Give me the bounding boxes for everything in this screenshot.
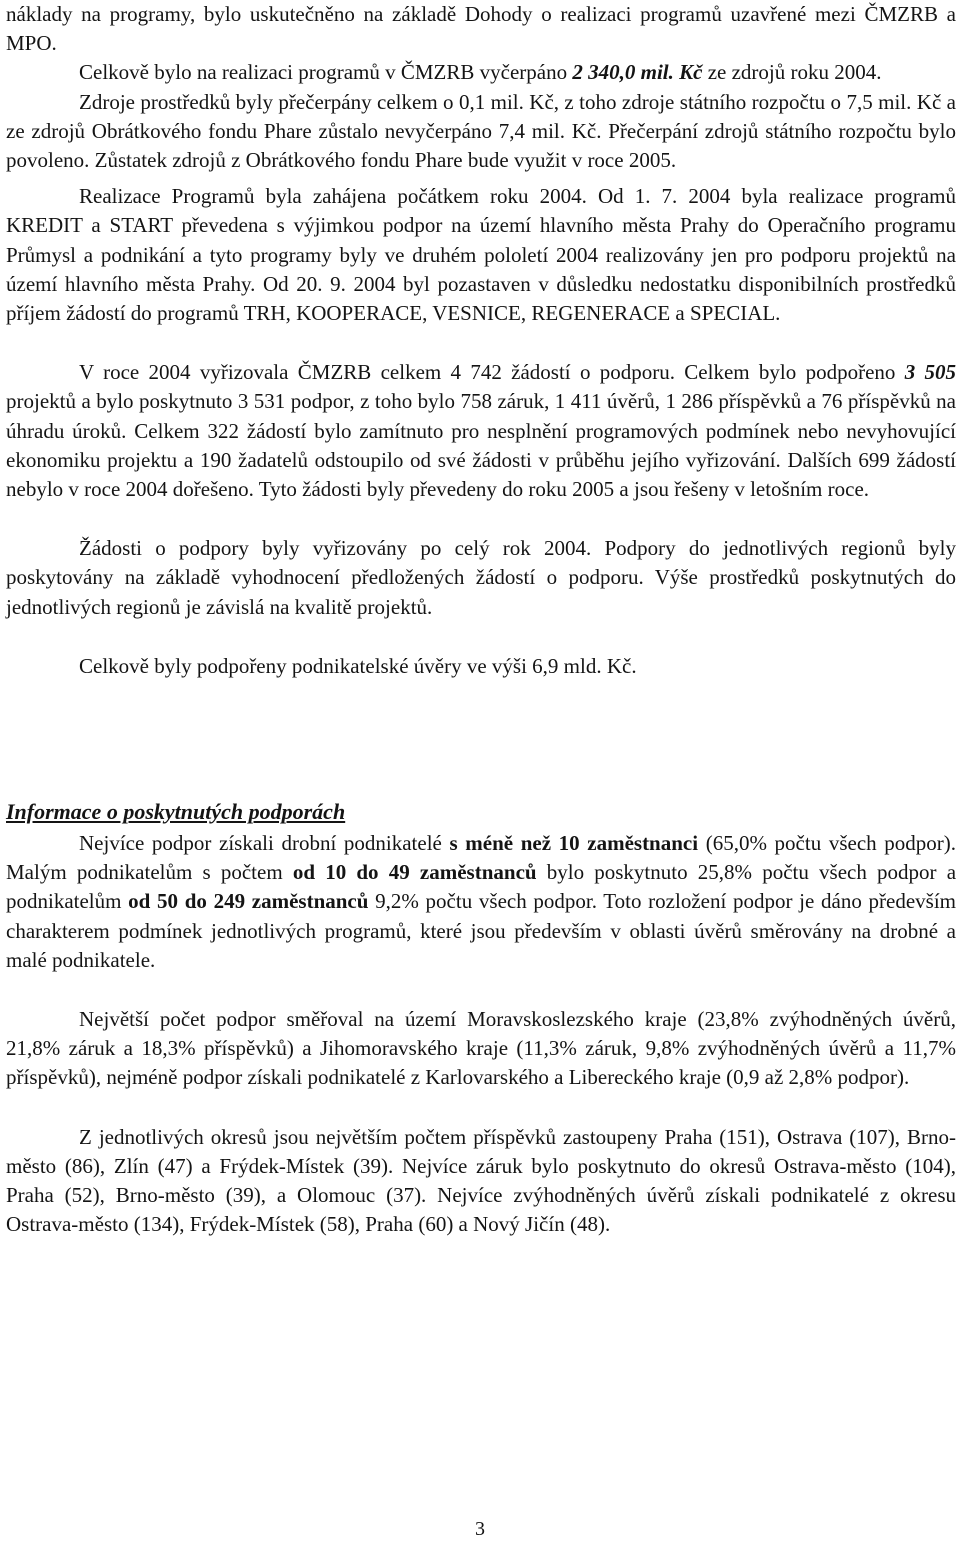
emphasis-micro: s méně než 10 zaměstnanci [449, 831, 699, 856]
page-number: 3 [475, 1518, 485, 1540]
emphasis-amount: 2 340,0 mil. Kč [572, 60, 703, 85]
document-page [6, 0, 956, 1240]
paragraph-districts: Z jednotlivých okresů jsou největším počtem příspěvků zastoupeny Praha (151), Ostrava (107), Brno-město (86), Zlín (47) a Frýdek-Místek (39). Nejvíce záruk bylo poskytnuto do okresů Ostrava-město (104), Praha (52), Brno-město (39), a Olomouc (37). Nejvíce zvýhodněných úvěrů získali podnikatelé z okresu Ostrava-město (134), Frýdek-Místek (58), Praha (60) a Nový Jičín (48). [6, 1124, 956, 1237]
text-span: Nejvíce podpor získali drobní podnikatelé [79, 831, 450, 856]
paragraph-regional-share: Největší počet podpor směřoval na území Moravskoslezského kraje (23,8% zvýhodněných úvěrů, 21,8% záruk a 18,3% příspěvků) a Jihomoravského kraje (11,3% záruk, 9,8% zvýhodněných úvěrů a 11,7% příspěvků), nejméně podpor získali podnikatelé z Karlovarského a Libereckého kraje (0,9 až 2,8% podpor). [6, 1007, 956, 1090]
text-span: 9,2% počtu všech podpor. Toto rozložení podpor je dáno především charakterem podmínek jednotlivých programů, které jsou především v oblasti úvěrů směrovány na drobné a malé podnikatele. [6, 889, 956, 972]
text-span: V roce 2004 vyřizovala ČMZRB celkem 4 742 žádostí o podporu. Celkem bylo podpořeno [79, 360, 905, 385]
text-span: ze zdrojů roku 2004. [702, 60, 882, 85]
section-heading: Informace o poskytnutých podporách [6, 799, 346, 825]
paragraph-realization: Realizace Programů byla zahájena počátkem roku 2004. Od 1. 7. 2004 byla realizace programů KREDIT a START převedena s výjimkou podpor na území hlavního města Prahy do Operačního programu Průmysl a podnikání a tyto programy byly ve druhém pololetí 2004 realizovány jen pro podporu projektů na území hlavního města Prahy. Od 20. 9. 2004 byl pozastaven v důsledku nedostatku disponibilních prostředků příjem žádostí do programů TRH, KOOPERACE, VESNICE, REGENERACE a SPECIAL. [6, 184, 956, 326]
paragraph-overdraw: Zdroje prostředků byly přečerpány celkem o 0,1 mil. Kč, z toho zdroje státního rozpočtu o 7,5 mil. Kč a ze zdrojů Obrátkového fondu Phare zůstalo nevyčerpáno 7,4 mil. Kč. Přečerpání zdrojů státního rozpočtu bylo povoleno. Zůstatek zdrojů z Obrátkového fondu Phare bude využit v roce 2005. [6, 89, 956, 173]
paragraph-size-distribution [6, 829, 956, 975]
text-span: bylo poskytnuto 25,8% počtu všech podpor a podnikatelům [6, 860, 957, 914]
emphasis-count: 3 505 [904, 360, 957, 385]
paragraph-continuation: náklady na programy, bylo uskutečněno na základě Dohody o realizaci programů uzavřené mezi ČMZRB a MPO. [6, 2, 956, 56]
text-span: Celkově bylo na realizaci programů v ČMZRB vyčerpáno [79, 60, 573, 85]
text-span: (65,0% počtu všech podpor). Malým podnikatelům s počtem [6, 831, 956, 885]
paragraph-total-spent [6, 58, 956, 87]
text-span: projektů a bylo poskytnuto 3 531 podpor, z toho bylo 758 záruk, 1 411 úvěrů, 1 286 příspěvků a 76 příspěvků na úhradu úroků. Celkem 322 žádostí bylo zamítnuto pro nesplnění programových podmínek nebo nevyhovující ekonomiku projektu a 190 žadatelů odstoupilo od své žádosti v průběhu jejího vyřizování. Dalších 699 žádostí nebylo v roce 2004 dořešeno. Tyto žádosti byly převedeny do roku 2005 a jsou řešeny v letošním roce. [6, 389, 956, 502]
emphasis-small: od 10 do 49 zaměstnanců [292, 860, 537, 885]
paragraph-loans-total: Celkově byly podpořeny podnikatelské úvěry ve výši 6,9 mld. Kč. [79, 653, 637, 678]
emphasis-medium: od 50 do 249 zaměstnanců [128, 889, 369, 914]
paragraph-regions: Žádosti o podpory byly vyřizovány po celý rok 2004. Podpory do jednotlivých regionů byly poskytovány na základě vyhodnocení předložených žádostí o podporu. Výše prostředků poskytnutých do jednotlivých regionů je závislá na kvalitě projektů. [6, 536, 956, 619]
paragraph-applications [6, 358, 956, 504]
